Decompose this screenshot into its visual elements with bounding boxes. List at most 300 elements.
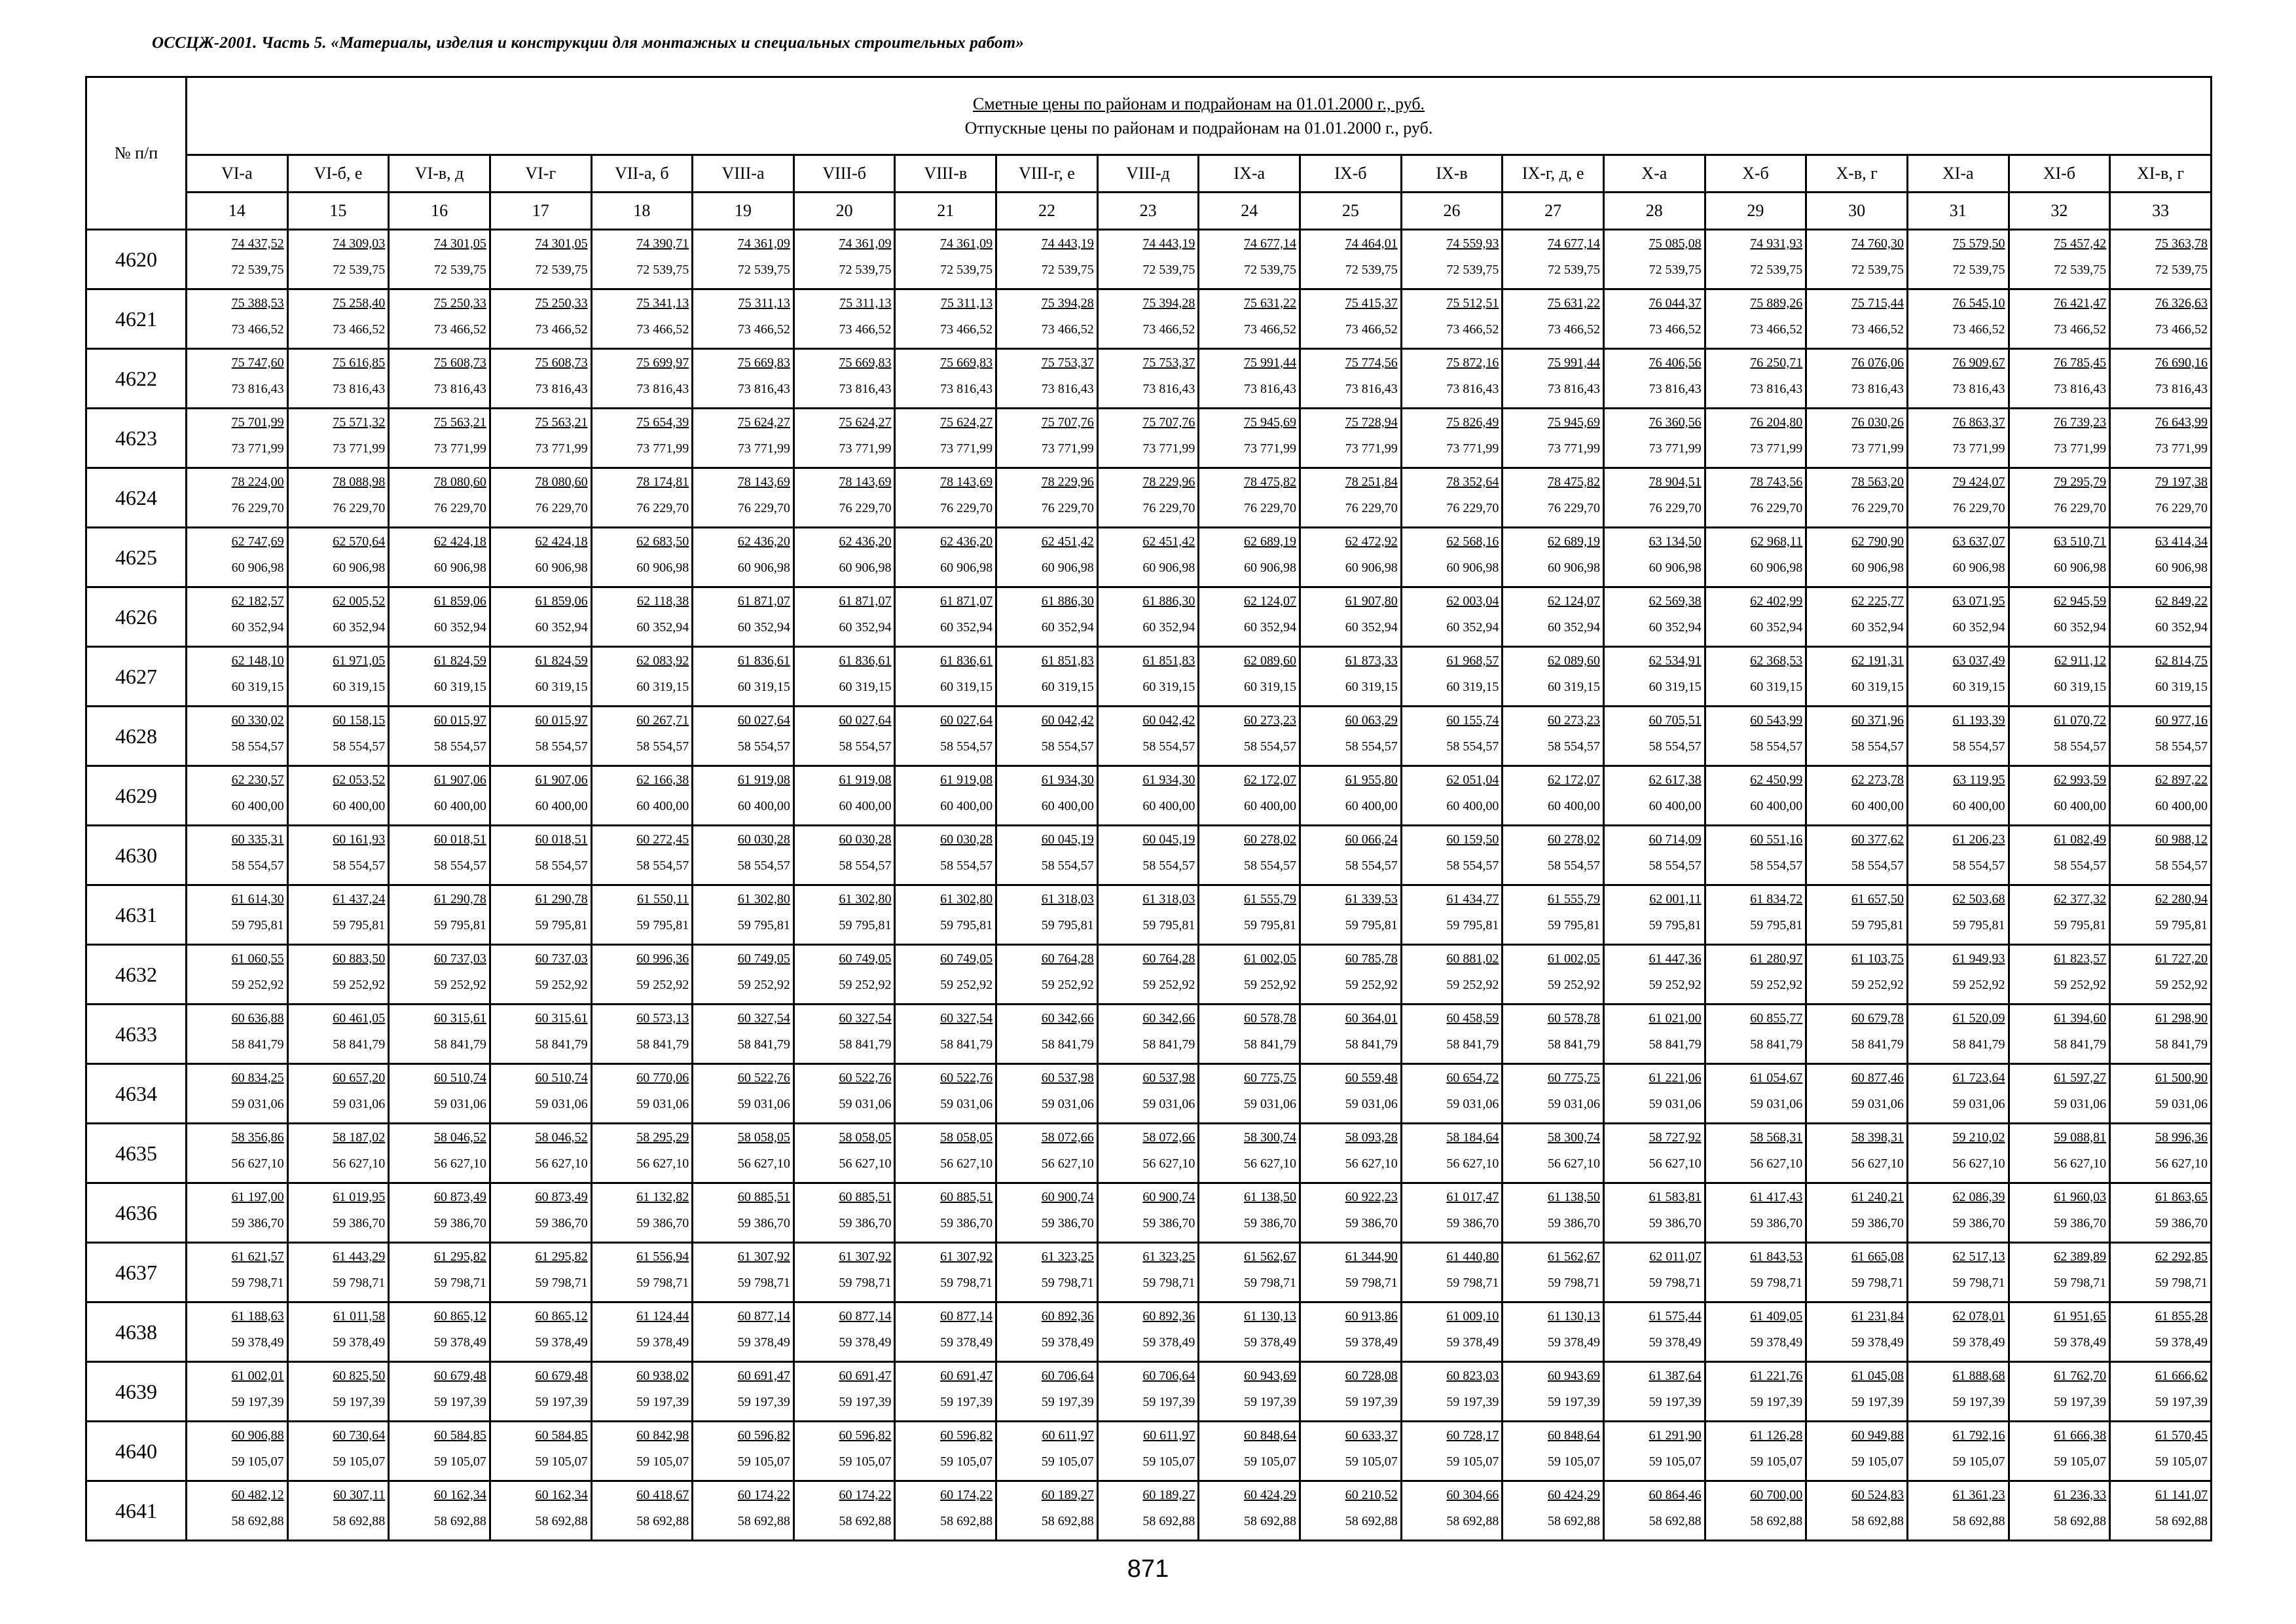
price-cell xyxy=(895,528,996,587)
release-price: 58 554,57 xyxy=(1547,858,1600,873)
estimate-price: 61 907,06 xyxy=(433,773,486,787)
estimate-price: 61 103,75 xyxy=(1851,951,1904,966)
price-cell xyxy=(490,1005,591,1064)
price-cell xyxy=(1097,647,1199,707)
price-cell xyxy=(793,1422,895,1481)
release-price: 60 400,00 xyxy=(1851,799,1904,813)
estimate-price: 75 945,69 xyxy=(1547,415,1600,430)
release-price: 59 031,06 xyxy=(2054,1097,2107,1111)
release-price: 60 400,00 xyxy=(1345,799,1398,813)
price-cell xyxy=(1907,1243,2009,1302)
price-cell xyxy=(1603,1183,1705,1243)
price-cell xyxy=(591,1183,693,1243)
release-price: 59 386,70 xyxy=(636,1216,689,1230)
release-price: 58 692,88 xyxy=(1750,1514,1803,1528)
price-cell xyxy=(1503,1481,1604,1541)
region-header: VI-г xyxy=(490,155,591,193)
estimate-price: 75 311,13 xyxy=(839,296,892,310)
price-cell xyxy=(1603,409,1705,468)
release-price: 73 466,52 xyxy=(2054,322,2107,337)
release-price: 58 841,79 xyxy=(2155,1037,2208,1052)
price-cell xyxy=(1199,1302,1300,1362)
release-price: 56 627,10 xyxy=(1952,1156,2005,1171)
estimate-price-title: Сметные цены по районам и подрайонам на 01.01.2000 г., руб. xyxy=(972,94,1425,113)
estimate-price: 61 907,06 xyxy=(535,773,588,787)
estimate-price: 60 330,02 xyxy=(231,713,284,728)
price-cell xyxy=(1300,1183,1402,1243)
estimate-price: 60 885,51 xyxy=(737,1190,790,1204)
price-cell xyxy=(1300,468,1402,528)
price-cell xyxy=(187,1183,288,1243)
release-price: 56 627,10 xyxy=(636,1156,689,1171)
price-cell xyxy=(2009,1124,2110,1183)
price-cell xyxy=(1503,1243,1604,1302)
release-price: 59 197,39 xyxy=(333,1395,386,1409)
estimate-price: 60 342,66 xyxy=(1041,1011,1094,1025)
release-price: 73 816,43 xyxy=(535,382,588,396)
price-cell xyxy=(793,587,895,647)
price-cell xyxy=(1705,1481,1806,1541)
price-cell xyxy=(591,1064,693,1124)
release-price: 58 554,57 xyxy=(1345,739,1398,754)
table-row xyxy=(86,647,2212,707)
release-price: 59 386,70 xyxy=(1345,1216,1398,1230)
estimate-price: 75 394,28 xyxy=(1041,296,1094,310)
release-price: 60 319,15 xyxy=(1649,680,1702,694)
estimate-price: 61 295,82 xyxy=(535,1249,588,1264)
estimate-price: 75 258,40 xyxy=(333,296,386,310)
release-price: 72 539,75 xyxy=(2054,263,2107,277)
price-cell xyxy=(693,1422,794,1481)
price-cell xyxy=(490,1064,591,1124)
release-price: 58 554,57 xyxy=(1952,858,2005,873)
release-price: 60 906,98 xyxy=(940,561,993,575)
estimate-price: 75 388,53 xyxy=(231,296,284,310)
release-price: 59 798,71 xyxy=(1750,1276,1803,1290)
release-price: 59 386,70 xyxy=(1547,1216,1600,1230)
release-price: 59 105,07 xyxy=(1244,1454,1297,1469)
price-cell xyxy=(1401,1422,1503,1481)
release-price: 58 554,57 xyxy=(940,739,993,754)
estimate-price: 60 848,64 xyxy=(1244,1428,1297,1443)
region-header: XI-б xyxy=(2009,155,2110,193)
estimate-price: 60 210,52 xyxy=(1345,1488,1398,1502)
release-price: 59 252,92 xyxy=(940,978,993,992)
price-cell xyxy=(996,528,1098,587)
release-price: 73 771,99 xyxy=(231,441,284,456)
release-price: 59 031,06 xyxy=(636,1097,689,1111)
release-price: 60 352,94 xyxy=(333,620,386,635)
release-price: 56 627,10 xyxy=(1750,1156,1803,1171)
price-cell xyxy=(2009,1064,2110,1124)
row-number: 4627 xyxy=(86,647,187,707)
estimate-price: 75 669,83 xyxy=(839,356,892,370)
price-cell xyxy=(1097,707,1199,766)
release-price: 59 031,06 xyxy=(737,1097,790,1111)
price-cell xyxy=(1603,289,1705,349)
estimate-price: 60 584,85 xyxy=(433,1428,486,1443)
release-price: 60 400,00 xyxy=(1952,799,2005,813)
estimate-price: 60 315,61 xyxy=(535,1011,588,1025)
release-price: 60 400,00 xyxy=(940,799,993,813)
release-price: 60 352,94 xyxy=(1142,620,1195,635)
estimate-price: 61 919,08 xyxy=(737,773,790,787)
release-price: 72 539,75 xyxy=(1649,263,1702,277)
release-price: 58 554,57 xyxy=(1041,739,1094,754)
release-price: 60 352,94 xyxy=(839,620,892,635)
estimate-price: 60 705,51 xyxy=(1649,713,1702,728)
price-cell xyxy=(1097,1362,1199,1422)
release-price: 58 554,57 xyxy=(1547,739,1600,754)
price-cell xyxy=(1199,1005,1300,1064)
price-cell xyxy=(895,945,996,1005)
release-price: 58 554,57 xyxy=(940,858,993,873)
estimate-price: 60 304,66 xyxy=(1446,1488,1499,1502)
release-price: 76 229,70 xyxy=(2155,501,2208,515)
release-price: 59 798,71 xyxy=(433,1276,486,1290)
release-price: 73 816,43 xyxy=(1750,382,1803,396)
price-cell xyxy=(1603,587,1705,647)
estimate-price: 61 824,59 xyxy=(535,654,588,668)
estimate-price: 75 669,83 xyxy=(737,356,790,370)
estimate-price: 60 596,82 xyxy=(737,1428,790,1443)
estimate-price: 78 174,81 xyxy=(636,475,689,489)
estimate-price: 60 162,34 xyxy=(433,1488,486,1502)
price-cell xyxy=(2009,885,2110,945)
estimate-price: 60 030,28 xyxy=(737,832,790,847)
price-cell xyxy=(1199,766,1300,826)
estimate-price: 75 512,51 xyxy=(1446,296,1499,310)
price-cell xyxy=(693,1302,794,1362)
release-price: 60 352,94 xyxy=(535,620,588,635)
price-cell xyxy=(490,349,591,409)
release-price: 59 386,70 xyxy=(1851,1216,1904,1230)
estimate-price: 62 689,19 xyxy=(1244,534,1297,549)
estimate-price: 63 071,95 xyxy=(1952,594,2005,608)
release-price: 72 539,75 xyxy=(231,263,284,277)
release-price: 59 798,71 xyxy=(839,1276,892,1290)
release-price: 73 816,43 xyxy=(1142,382,1195,396)
estimate-price: 62 569,38 xyxy=(1649,594,1702,608)
estimate-price: 61 138,50 xyxy=(1244,1190,1297,1204)
price-cell xyxy=(389,1362,490,1422)
price-cell xyxy=(793,945,895,1005)
page-number: 871 xyxy=(1127,1555,1169,1583)
column-number: 17 xyxy=(490,193,591,230)
release-price: 59 031,06 xyxy=(333,1097,386,1111)
estimate-price: 60 700,00 xyxy=(1750,1488,1803,1502)
price-cell xyxy=(693,587,794,647)
estimate-price: 60 865,12 xyxy=(535,1309,588,1323)
estimate-price: 60 559,48 xyxy=(1345,1071,1398,1085)
estimate-price: 60 027,64 xyxy=(737,713,790,728)
price-cell xyxy=(895,1183,996,1243)
release-price: 59 378,49 xyxy=(737,1335,790,1350)
price-cell xyxy=(2110,1183,2212,1243)
estimate-price: 62 377,32 xyxy=(2054,892,2107,906)
price-cell xyxy=(2009,766,2110,826)
release-price: 58 692,88 xyxy=(1649,1514,1702,1528)
release-price: 60 906,98 xyxy=(1851,561,1904,575)
release-price: 72 539,75 xyxy=(2155,263,2208,277)
release-price: 56 627,10 xyxy=(1345,1156,1398,1171)
release-price: 60 400,00 xyxy=(1750,799,1803,813)
estimate-price: 78 251,84 xyxy=(1345,475,1398,489)
price-cell xyxy=(1907,1302,2009,1362)
release-price: 73 816,43 xyxy=(1345,382,1398,396)
release-price: 73 816,43 xyxy=(1244,382,1297,396)
release-price: 59 386,70 xyxy=(333,1216,386,1230)
estimate-price: 60 823,03 xyxy=(1446,1369,1499,1383)
estimate-price: 74 301,05 xyxy=(433,236,486,251)
release-price: 76 229,70 xyxy=(940,501,993,515)
release-price: 72 539,75 xyxy=(1142,263,1195,277)
price-cell xyxy=(591,468,693,528)
price-cell xyxy=(996,766,1098,826)
estimate-price: 61 762,70 xyxy=(2054,1369,2107,1383)
release-price: 59 252,92 xyxy=(2054,978,2107,992)
price-cell xyxy=(1907,230,2009,289)
price-cell xyxy=(287,1422,389,1481)
release-price: 73 816,43 xyxy=(737,382,790,396)
price-cell xyxy=(1603,1064,1705,1124)
estimate-price: 60 988,12 xyxy=(2155,832,2208,847)
estimate-price: 61 193,39 xyxy=(1952,713,2005,728)
release-price: 59 795,81 xyxy=(1750,918,1803,932)
price-cell xyxy=(389,885,490,945)
release-price: 60 906,98 xyxy=(1952,561,2005,575)
price-cell xyxy=(1401,707,1503,766)
estimate-price: 74 677,14 xyxy=(1547,236,1600,251)
price-cell xyxy=(693,1124,794,1183)
release-price: 59 197,39 xyxy=(535,1395,588,1409)
table-row xyxy=(86,826,2212,885)
price-cell xyxy=(1401,230,1503,289)
estimate-price: 60 943,69 xyxy=(1244,1369,1297,1383)
price-cell xyxy=(793,1362,895,1422)
price-cell xyxy=(187,885,288,945)
release-price: 59 031,06 xyxy=(1345,1097,1398,1111)
price-cell xyxy=(1907,647,2009,707)
price-cell xyxy=(1806,230,1908,289)
estimate-price: 62 472,92 xyxy=(1345,534,1398,549)
estimate-price: 76 863,37 xyxy=(1952,415,2005,430)
release-price: 58 554,57 xyxy=(1244,739,1297,754)
price-cell xyxy=(389,349,490,409)
release-price: 59 197,39 xyxy=(737,1395,790,1409)
release-price: 58 841,79 xyxy=(1952,1037,2005,1052)
release-price: 60 906,98 xyxy=(839,561,892,575)
release-price: 58 692,88 xyxy=(1446,1514,1499,1528)
release-price: 58 692,88 xyxy=(1244,1514,1297,1528)
price-cell xyxy=(389,647,490,707)
price-cell xyxy=(2110,1481,2212,1541)
region-header: XI-а xyxy=(1907,155,2009,193)
price-cell xyxy=(2110,1422,2212,1481)
price-cell xyxy=(2009,587,2110,647)
release-price: 58 554,57 xyxy=(231,739,284,754)
release-price: 56 627,10 xyxy=(1244,1156,1297,1171)
release-price: 59 378,49 xyxy=(1750,1335,1803,1350)
estimate-price: 62 273,78 xyxy=(1851,773,1904,787)
release-price: 59 197,39 xyxy=(839,1395,892,1409)
price-cell xyxy=(389,1124,490,1183)
release-price: 73 466,52 xyxy=(1952,322,2005,337)
estimate-price: 61 323,25 xyxy=(1041,1249,1094,1264)
estimate-price: 74 443,19 xyxy=(1142,236,1195,251)
release-price: 59 378,49 xyxy=(535,1335,588,1350)
estimate-price: 74 931,93 xyxy=(1750,236,1803,251)
estimate-price: 62 451,42 xyxy=(1041,534,1094,549)
release-price: 56 627,10 xyxy=(737,1156,790,1171)
release-price: 59 105,07 xyxy=(1142,1454,1195,1469)
price-cell xyxy=(1907,766,2009,826)
release-price: 58 554,57 xyxy=(1142,739,1195,754)
estimate-price: 60 327,54 xyxy=(737,1011,790,1025)
release-price: 60 906,98 xyxy=(636,561,689,575)
release-price: 59 386,70 xyxy=(940,1216,993,1230)
estimate-price: 62 436,20 xyxy=(737,534,790,549)
estimate-price: 62 683,50 xyxy=(636,534,689,549)
price-cell xyxy=(1705,1243,1806,1302)
release-price: 58 841,79 xyxy=(1244,1037,1297,1052)
price-cell xyxy=(187,1243,288,1302)
estimate-price: 60 159,50 xyxy=(1446,832,1499,847)
estimate-price: 61 665,08 xyxy=(1851,1249,1904,1264)
estimate-price: 61 562,67 xyxy=(1244,1249,1297,1264)
estimate-price: 61 434,77 xyxy=(1446,892,1499,906)
price-cell xyxy=(287,945,389,1005)
release-price: 59 031,06 xyxy=(1142,1097,1195,1111)
price-cell xyxy=(1503,707,1604,766)
estimate-price: 75 563,21 xyxy=(535,415,588,430)
estimate-price: 61 836,61 xyxy=(737,654,790,668)
release-price: 59 795,81 xyxy=(1851,918,1904,932)
release-price: 58 841,79 xyxy=(1649,1037,1702,1052)
estimate-price: 58 072,66 xyxy=(1041,1130,1094,1145)
estimate-price: 60 900,74 xyxy=(1041,1190,1094,1204)
price-cell xyxy=(1300,349,1402,409)
estimate-price: 61 723,64 xyxy=(1952,1071,2005,1085)
estimate-price: 61 054,67 xyxy=(1750,1071,1803,1085)
estimate-price: 62 089,60 xyxy=(1547,654,1600,668)
price-cell xyxy=(996,1243,1098,1302)
estimate-price: 60 885,51 xyxy=(839,1190,892,1204)
table-body xyxy=(86,230,2212,1541)
release-price: 76 229,70 xyxy=(737,501,790,515)
estimate-price: 62 225,77 xyxy=(1851,594,1904,608)
release-price: 60 352,94 xyxy=(1446,620,1499,635)
price-cell xyxy=(1806,1124,1908,1183)
release-price: 72 539,75 xyxy=(1345,263,1398,277)
price-cell xyxy=(1503,468,1604,528)
estimate-price: 58 058,05 xyxy=(940,1130,993,1145)
release-price: 72 539,75 xyxy=(1547,263,1600,277)
release-price: 59 795,81 xyxy=(1952,918,2005,932)
estimate-price: 58 184,64 xyxy=(1446,1130,1499,1145)
price-cell xyxy=(1300,1124,1402,1183)
release-price: 60 352,94 xyxy=(636,620,689,635)
estimate-price: 76 406,56 xyxy=(1649,356,1702,370)
estimate-price: 60 913,86 xyxy=(1345,1309,1398,1323)
release-price: 59 798,71 xyxy=(1345,1276,1398,1290)
estimate-price: 60 045,19 xyxy=(1142,832,1195,847)
estimate-price: 61 614,30 xyxy=(231,892,284,906)
release-price: 59 031,06 xyxy=(839,1097,892,1111)
estimate-price: 61 302,80 xyxy=(940,892,993,906)
release-price: 72 539,75 xyxy=(737,263,790,277)
price-cell xyxy=(793,289,895,349)
estimate-price: 60 510,74 xyxy=(433,1071,486,1085)
price-cell xyxy=(1705,647,1806,707)
region-header: VI-в, д xyxy=(389,155,490,193)
price-cell xyxy=(1300,885,1402,945)
estimate-price: 75 707,76 xyxy=(1041,415,1094,430)
estimate-price: 60 524,83 xyxy=(1851,1488,1904,1502)
estimate-price: 60 018,51 xyxy=(433,832,486,847)
release-price: 58 841,79 xyxy=(839,1037,892,1052)
release-price: 59 378,49 xyxy=(2155,1335,2208,1350)
release-price: 76 229,70 xyxy=(1851,501,1904,515)
release-price: 60 319,15 xyxy=(1547,680,1600,694)
release-price: 59 252,92 xyxy=(1547,978,1600,992)
price-cell xyxy=(1705,1064,1806,1124)
estimate-price: 62 993,59 xyxy=(2054,773,2107,787)
price-cell xyxy=(591,409,693,468)
estimate-price: 61 873,33 xyxy=(1345,654,1398,668)
release-price: 58 692,88 xyxy=(2054,1514,2107,1528)
release-price: 59 795,81 xyxy=(535,918,588,932)
price-cell xyxy=(591,1243,693,1302)
release-price: 73 466,52 xyxy=(1851,322,1904,337)
estimate-price: 74 559,93 xyxy=(1446,236,1499,251)
price-cell xyxy=(389,1005,490,1064)
estimate-price: 78 143,69 xyxy=(737,475,790,489)
release-price: 60 352,94 xyxy=(2155,620,2208,635)
column-number: 30 xyxy=(1806,193,1908,230)
price-cell xyxy=(1806,587,1908,647)
price-cell xyxy=(1503,528,1604,587)
estimate-price: 61 555,79 xyxy=(1244,892,1297,906)
price-cell xyxy=(2009,1183,2110,1243)
release-price: 59 197,39 xyxy=(1649,1395,1702,1409)
estimate-price: 60 066,24 xyxy=(1345,832,1398,847)
table-row xyxy=(86,707,2212,766)
release-price: 59 252,92 xyxy=(1446,978,1499,992)
price-cell xyxy=(1401,945,1503,1005)
release-price: 59 378,49 xyxy=(839,1335,892,1350)
estimate-price: 76 250,71 xyxy=(1750,356,1803,370)
release-price: 76 229,70 xyxy=(1952,501,2005,515)
price-cell xyxy=(591,289,693,349)
release-price: 59 105,07 xyxy=(1952,1454,2005,1469)
release-price: 60 906,98 xyxy=(333,561,386,575)
estimate-price: 61 666,62 xyxy=(2155,1369,2208,1383)
estimate-price: 60 877,14 xyxy=(839,1309,892,1323)
estimate-price: 76 690,16 xyxy=(2155,356,2208,370)
release-price: 72 539,75 xyxy=(636,263,689,277)
release-price: 60 400,00 xyxy=(2054,799,2107,813)
estimate-price: 60 522,76 xyxy=(737,1071,790,1085)
release-price: 60 400,00 xyxy=(1041,799,1094,813)
estimate-price: 78 743,56 xyxy=(1750,475,1803,489)
table-row xyxy=(86,1183,2212,1243)
release-price: 59 795,81 xyxy=(2155,918,2208,932)
table-row xyxy=(86,349,2212,409)
price-cell xyxy=(1401,289,1503,349)
release-price: 59 105,07 xyxy=(1345,1454,1398,1469)
price-cell xyxy=(1705,409,1806,468)
